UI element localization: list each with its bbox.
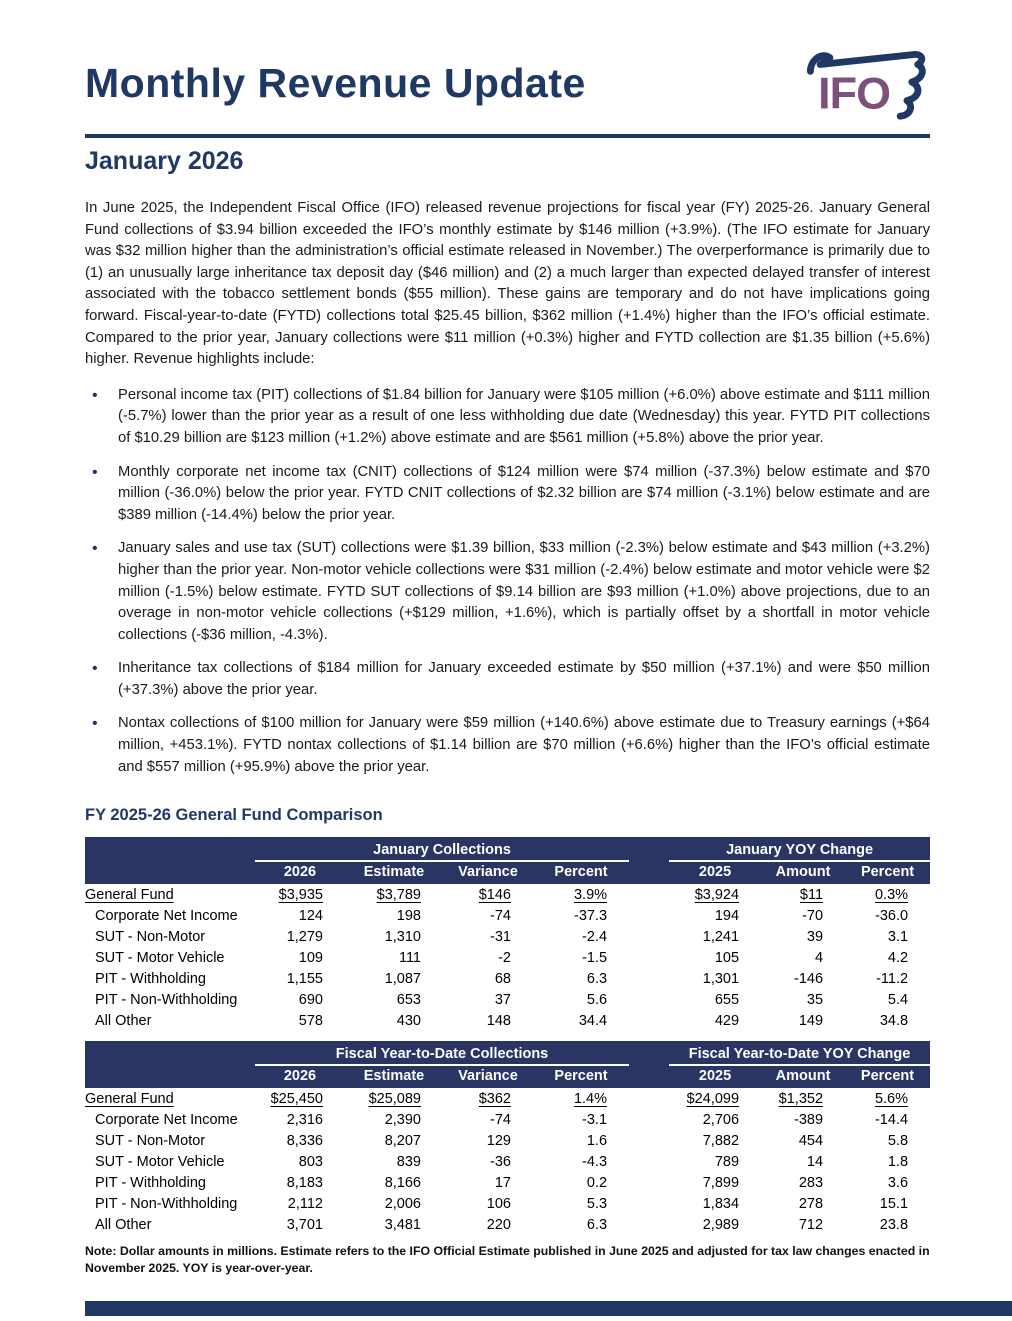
row-label: All Other [85,1214,255,1235]
table-cell: 5.6% [845,1088,930,1109]
column-header: 2025 [669,1065,761,1088]
table-cell: -2 [443,947,533,968]
table-cell: 1,279 [255,926,345,947]
table-cell: 7,899 [669,1172,761,1193]
gap-cell [629,1010,669,1031]
table-row [85,968,930,989]
row-label: General Fund [85,1088,255,1109]
table-cell: 8,183 [255,1172,345,1193]
row-label: SUT - Motor Vehicle [85,947,255,968]
table-cell: 278 [761,1193,845,1214]
section-heading: FY 2025-26 General Fund Comparison [85,806,383,825]
highlight-bullet: • Inheritance tax collections of $184 million for January exceeded estimate by $50 million (+37.1%) and were $50 million (+37.3%) above the prior year. [118,658,930,701]
table-cell: 23.8 [845,1214,930,1235]
january-comparison-table [85,837,930,1031]
table-cell: 5.3 [533,1193,629,1214]
table-cell: $1,352 [761,1088,845,1109]
table-cell: 839 [345,1151,443,1172]
table-cell: 129 [443,1130,533,1151]
gap-cell [629,947,669,968]
table-row [85,1109,930,1130]
gap-cell [629,1130,669,1151]
table-cell: 39 [761,926,845,947]
group-header: January YOY Change [669,837,930,861]
table-cell: -14.4 [845,1109,930,1130]
highlight-bullet: • January sales and use tax (SUT) collections were $1.39 billion, $33 million (-2.3%) below estimate and $43 million (+3.2%) higher than the prior year. Non-motor vehicle collections were $31 million (-2.4%) below estimate and motor vehicle were $2 million (-1.5%) below estimate. FYTD SUT collections of $9.14 billion are $93 million (+1.0%) above projections, due to an overage in non-motor vehicle collections (+$129 million, +1.6%), which is partially offset by a shortfall in motor vehicle collections (-$36 million, -4.3%). [118,538,930,646]
table-cell: -74 [443,905,533,926]
table-cell: 35 [761,989,845,1010]
table-cell: 2,390 [345,1109,443,1130]
table-cell: 198 [345,905,443,926]
column-header: Variance [443,861,533,884]
column-header: 2025 [669,861,761,884]
label-column-spacer [85,861,255,884]
table-cell: $3,935 [255,884,345,905]
pennsylvania-outline-icon [800,44,930,124]
group-header: Fiscal Year-to-Date Collections [255,1041,629,1065]
table-header [85,837,930,884]
gap-cell [629,989,669,1010]
table-cell: 4 [761,947,845,968]
row-label: SUT - Non-Motor [85,926,255,947]
table-row [85,1193,930,1214]
header [85,0,930,124]
table-cell: 803 [255,1151,345,1172]
table-cell: 5.4 [845,989,930,1010]
row-label: Corporate Net Income [85,1109,255,1130]
column-header: Estimate [345,861,443,884]
row-label: PIT - Withholding [85,1172,255,1193]
table-cell: 1.4% [533,1088,629,1109]
table-cell: -11.2 [845,968,930,989]
table-cell: 283 [761,1172,845,1193]
header-rule [85,134,930,138]
table-cell: 1.6 [533,1130,629,1151]
table-cell: 37 [443,989,533,1010]
label-column-spacer [85,1041,255,1065]
page-title: Monthly Revenue Update [85,60,586,106]
table-cell: 8,166 [345,1172,443,1193]
table-row [85,1088,930,1109]
table-cell: 1,834 [669,1193,761,1214]
table-cell: 111 [345,947,443,968]
table-cell: 1,310 [345,926,443,947]
column-header: Percent [845,1065,930,1088]
table-cell: 34.4 [533,1010,629,1031]
table-cell: 194 [669,905,761,926]
row-label: Corporate Net Income [85,905,255,926]
table-cell: 3.1 [845,926,930,947]
column-header: Variance [443,1065,533,1088]
table-row [85,1151,930,1172]
table-group-row [85,1041,930,1065]
table-cell: $25,450 [255,1088,345,1109]
table-cell: $3,789 [345,884,443,905]
table-cell: 149 [761,1010,845,1031]
gap-cell [629,884,669,905]
gap-cell [629,1151,669,1172]
gap-column [629,1065,669,1088]
table-cell: $362 [443,1088,533,1109]
row-label: SUT - Motor Vehicle [85,1151,255,1172]
table-cell: 68 [443,968,533,989]
highlight-bullet: • Nontax collections of $100 million for January were $59 million (+140.6%) above estimate due to Treasury earnings (+$64 million, +453.1%). FYTD nontax collections of $1.14 billion are $70 million (+6.6%) higher than the IFO’s official estimate and $557 million (+95.9%) above the prior year. [118,713,930,778]
gap-cell [629,968,669,989]
row-label: PIT - Non-Withholding [85,1193,255,1214]
table-cell: 14 [761,1151,845,1172]
table-row [85,905,930,926]
table-cell: 1.8 [845,1151,930,1172]
table-row [85,1010,930,1031]
table-cell: -389 [761,1109,845,1130]
highlights-list [85,385,930,779]
intro-paragraph: In June 2025, the Independent Fiscal Office (IFO) released revenue projections for fiscal year (FY) 2025-26. January General Fund collections of $3.94 billion exceeded the IFO’s monthly estimate by $146 million (+3.9%). (The IFO estimate for January was $32 million higher than the administration’s official estimate released in November.) The overperformance is primarily due to (1) an unusually large inheritance tax deposit day ($46 million) and (2) a much larger than expected delayed transfer of interest associated with the tobacco settlement bonds ($55 million). These gains are temporary and do not have implications going forward. Fiscal-year-to-date (FYTD) collections total $25.45 billion, $362 million (+1.4%) higher than the IFO’s official estimate. Compared to the prior year, January collections were $11 million (+0.3%) higher and FYTD collection are $1.35 billion (+5.6%) higher. Revenue highlights include: [85,200,930,368]
table-cell: 15.1 [845,1193,930,1214]
column-header: Percent [533,1065,629,1088]
table-row [85,989,930,1010]
gap-column [629,837,669,861]
table-cell: 6.3 [533,1214,629,1235]
ifo-logo [800,44,930,124]
table-cell: 17 [443,1172,533,1193]
table-cell: -36.0 [845,905,930,926]
row-label: All Other [85,1010,255,1031]
gap-cell [629,1088,669,1109]
table-cell: 7,882 [669,1130,761,1151]
table-cell: 2,006 [345,1193,443,1214]
column-header: Percent [533,861,629,884]
table-cell: -31 [443,926,533,947]
column-header: 2026 [255,861,345,884]
table-cell: 220 [443,1214,533,1235]
gap-cell [629,1214,669,1235]
table-body [85,1088,930,1235]
table-cell: 105 [669,947,761,968]
table-row [85,884,930,905]
table-cell: 3.6 [845,1172,930,1193]
group-header: January Collections [255,837,629,861]
table-cell: 0.3% [845,884,930,905]
table-cell: 1,301 [669,968,761,989]
column-header: Amount [761,1065,845,1088]
table-row [85,947,930,968]
table-cell: 454 [761,1130,845,1151]
table-cell: 0.2 [533,1172,629,1193]
row-label: PIT - Withholding [85,968,255,989]
footer-bar [85,1301,1012,1316]
table-cell: $25,089 [345,1088,443,1109]
table-cell: -3.1 [533,1109,629,1130]
table-cell: $24,099 [669,1088,761,1109]
table-cell: 653 [345,989,443,1010]
column-header: Amount [761,861,845,884]
group-header: Fiscal Year-to-Date YOY Change [669,1041,930,1065]
row-label: General Fund [85,884,255,905]
table-cell: $3,924 [669,884,761,905]
gap-cell [629,1172,669,1193]
label-column-spacer [85,837,255,861]
table-cell: $146 [443,884,533,905]
highlight-bullet: • Personal income tax (PIT) collections of $1.84 billion for January were $105 million (+6.0%) above estimate and $111 million (-5.7%) lower than the prior year as a result of one less withholding due date (Wednesday) this year. FYTD PIT collections of $10.29 billion are $123 million (+1.2%) above estimate and are $561 million (+5.8%) above the prior year. [118,385,930,450]
row-label: PIT - Non-Withholding [85,989,255,1010]
table-cell: 8,336 [255,1130,345,1151]
fytd-comparison-table [85,1041,930,1235]
table-cell: 124 [255,905,345,926]
table-cell: 3,481 [345,1214,443,1235]
table-column-row [85,1065,930,1088]
footnote: Note: Dollar amounts in millions. Estimate refers to the IFO Official Estimate published in June 2025 and adjusted for tax law changes enacted in November 2025. YOY is year-over-year. [85,1244,930,1275]
table-cell: 2,989 [669,1214,761,1235]
column-header: 2026 [255,1065,345,1088]
table-cell: -36 [443,1151,533,1172]
table-cell: 34.8 [845,1010,930,1031]
table-cell: -70 [761,905,845,926]
table-cell: 789 [669,1151,761,1172]
gap-cell [629,905,669,926]
table-row [85,1214,930,1235]
highlight-bullet: • Monthly corporate net income tax (CNIT) collections of $124 million were $74 million (-37.3%) below estimate and $70 million (-36.0%) below the prior year. FYTD CNIT collections of $2.32 billion are $74 million (-3.1%) below estimate and are $389 million (-14.4%) below the prior year. [118,462,930,527]
table-cell: $11 [761,884,845,905]
table-cell: 3.9% [533,884,629,905]
gap-column [629,1041,669,1065]
table-cell: -74 [443,1109,533,1130]
table-cell: 712 [761,1214,845,1235]
table-cell: 430 [345,1010,443,1031]
table-cell: 4.2 [845,947,930,968]
column-header: Estimate [345,1065,443,1088]
label-column-spacer [85,1065,255,1088]
table-cell: 5.6 [533,989,629,1010]
column-header: Percent [845,861,930,884]
gap-cell [629,1193,669,1214]
table-cell: -1.5 [533,947,629,968]
table-cell: -4.3 [533,1151,629,1172]
table-cell: 106 [443,1193,533,1214]
table-cell: 5.8 [845,1130,930,1151]
table-cell: 2,316 [255,1109,345,1130]
table-cell: 1,155 [255,968,345,989]
table-cell: 655 [669,989,761,1010]
table-cell: -37.3 [533,905,629,926]
table-column-row [85,861,930,884]
table-cell: 1,241 [669,926,761,947]
table-cell: 690 [255,989,345,1010]
table-cell: -2.4 [533,926,629,947]
table-row [85,926,930,947]
table-header [85,1041,930,1088]
table-cell: 6.3 [533,968,629,989]
gap-column [629,861,669,884]
table-cell: 429 [669,1010,761,1031]
table-cell: 8,207 [345,1130,443,1151]
table-row [85,1172,930,1193]
table-cell: 1,087 [345,968,443,989]
issue-date: January 2026 [85,147,244,175]
table-cell: 109 [255,947,345,968]
logo-text: IFO [818,67,891,119]
row-label: SUT - Non-Motor [85,1130,255,1151]
table-body [85,884,930,1031]
table-cell: 3,701 [255,1214,345,1235]
gap-cell [629,926,669,947]
table-group-row [85,837,930,861]
table-row [85,1130,930,1151]
table-cell: 578 [255,1010,345,1031]
table-cell: 148 [443,1010,533,1031]
table-cell: -146 [761,968,845,989]
table-cell: 2,706 [669,1109,761,1130]
table-cell: 2,112 [255,1193,345,1214]
gap-cell [629,1109,669,1130]
